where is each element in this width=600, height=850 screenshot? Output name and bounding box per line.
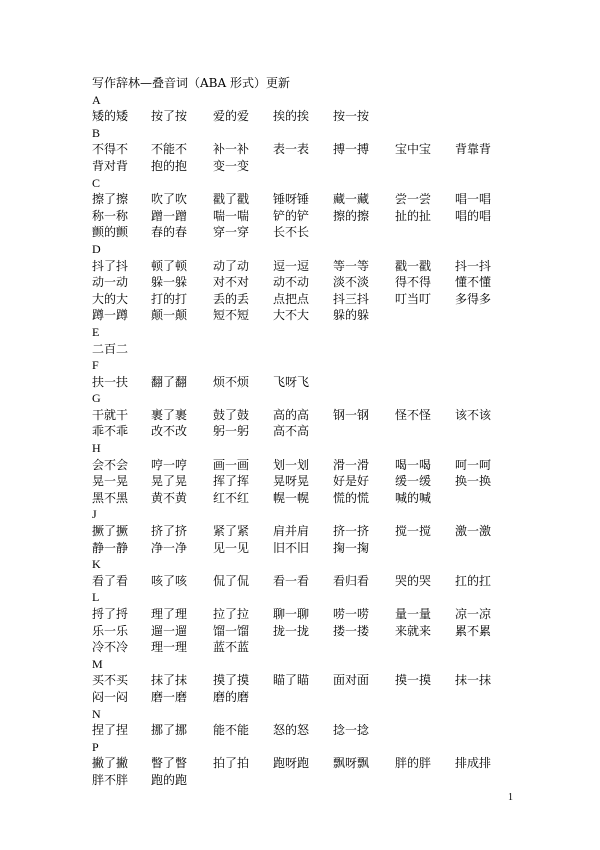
word-entry: 补一补	[213, 142, 250, 157]
word-entry: 颤的颤	[92, 225, 129, 240]
word-sections	[92, 92, 522, 789]
word-entry: 幌一幌	[273, 490, 310, 505]
word-row	[92, 258, 522, 275]
word-entry: 高的高	[273, 407, 310, 422]
section-letter: L	[92, 590, 100, 605]
word-entry: 矮的矮	[92, 109, 129, 124]
word-entry: 黄不黄	[151, 490, 188, 505]
word-entry: 翻了翻	[151, 374, 188, 389]
word-row	[92, 274, 522, 291]
word-entry: 爱的爱	[213, 109, 250, 124]
word-entry: 按一按	[333, 109, 370, 124]
word-row	[92, 490, 522, 507]
word-entry: 动一动	[92, 275, 129, 290]
word-entry: 钢一钢	[333, 407, 370, 422]
word-entry: 点把点	[273, 291, 310, 306]
word-entry: 称一称	[92, 208, 129, 223]
word-entry: 哭的哭	[395, 573, 432, 588]
word-entry: 怒的怒	[273, 723, 310, 738]
word-row	[92, 208, 522, 225]
word-entry: 划一划	[273, 457, 310, 472]
word-row	[92, 639, 522, 656]
word-entry: 捻一捻	[333, 723, 370, 738]
word-row	[92, 772, 522, 789]
word-entry: 二百二	[92, 341, 129, 356]
word-entry: 擦了擦	[92, 192, 129, 207]
word-entry: 蹭一蹭	[151, 208, 188, 223]
word-entry: 宝中宝	[395, 142, 432, 157]
section-letter: M	[92, 656, 103, 671]
word-entry: 扯的扯	[395, 208, 432, 223]
word-row	[92, 374, 522, 391]
word-entry: 尝一尝	[395, 192, 432, 207]
word-entry: 大不大	[273, 308, 310, 323]
word-entry: 看一看	[273, 573, 310, 588]
word-entry: 唱一唱	[455, 192, 492, 207]
word-entry: 蓝不蓝	[213, 640, 250, 655]
word-entry: 见一见	[213, 540, 250, 555]
word-entry: 来就来	[395, 623, 432, 638]
word-entry: 抹了抹	[151, 673, 188, 688]
word-entry: 鼓了鼓	[213, 407, 250, 422]
word-entry: 挪了挪	[151, 723, 188, 738]
word-entry: 旧不旧	[273, 540, 310, 555]
word-entry: 缓一缓	[395, 474, 432, 489]
word-entry: 理一理	[151, 640, 188, 655]
word-entry: 净一净	[151, 540, 188, 555]
section-letter: N	[92, 706, 101, 721]
word-row	[92, 623, 522, 640]
word-row	[92, 606, 522, 623]
word-entry: 捏了捏	[92, 723, 129, 738]
word-entry: 侃了侃	[213, 573, 250, 588]
word-entry: 穿一穿	[213, 225, 250, 240]
word-entry: 长不长	[273, 225, 310, 240]
word-entry: 搂一搂	[333, 623, 370, 638]
word-entry: 戳了戳	[213, 192, 250, 207]
word-entry: 挤了挤	[151, 524, 188, 539]
word-entry: 晃呀晃	[273, 474, 310, 489]
word-entry: 跑的跑	[151, 772, 188, 787]
word-entry: 大的大	[92, 291, 129, 306]
word-entry: 晃一晃	[92, 474, 129, 489]
word-entry: 蹲一蹲	[92, 308, 129, 323]
word-entry: 黑不黑	[92, 490, 129, 505]
word-entry: 理了理	[151, 607, 188, 621]
section-letter: K	[92, 557, 101, 572]
word-entry: 打的打	[151, 291, 188, 306]
word-row	[92, 523, 522, 540]
word-entry: 怪不怪	[395, 407, 432, 422]
word-entry: 躲的躲	[333, 308, 370, 323]
word-entry: 胖不胖	[92, 772, 129, 787]
word-entry: 对不对	[213, 275, 250, 290]
word-entry: 懂不懂	[455, 275, 492, 290]
section-letter: E	[92, 324, 100, 339]
word-entry: 面对面	[333, 673, 370, 688]
page-number: 1	[508, 792, 513, 803]
word-entry: 等一等	[333, 258, 370, 273]
word-entry: 遛一遛	[151, 623, 188, 638]
word-row	[92, 573, 522, 590]
word-entry: 抖三抖	[333, 291, 370, 306]
word-entry: 聊一聊	[273, 607, 310, 621]
word-entry: 磨的磨	[213, 689, 250, 704]
word-entry: 凉一凉	[455, 607, 492, 621]
word-row	[92, 689, 522, 706]
document-body	[92, 75, 522, 789]
word-entry: 高不高	[273, 424, 310, 439]
word-entry: 搏一搏	[333, 142, 370, 157]
word-entry: 戳一戳	[395, 258, 432, 273]
word-entry: 磨一磨	[151, 689, 188, 704]
word-entry: 激一激	[455, 524, 492, 539]
word-row	[92, 341, 522, 358]
word-entry: 春的春	[151, 225, 188, 240]
word-entry: 动了动	[213, 258, 250, 273]
word-row	[92, 141, 522, 158]
word-entry: 看归看	[333, 573, 370, 588]
section-letter: B	[92, 125, 101, 140]
word-entry: 喘一喘	[213, 208, 250, 223]
word-entry: 吹了吹	[151, 192, 188, 207]
word-entry: 背靠背	[455, 142, 492, 157]
word-entry: 换一换	[455, 474, 492, 489]
word-entry: 擦的擦	[333, 208, 370, 223]
word-entry: 滑一滑	[333, 457, 370, 472]
word-row	[92, 722, 522, 739]
word-entry: 乖不乖	[92, 424, 129, 439]
word-entry: 动不动	[273, 275, 310, 290]
word-entry: 锤呀锤	[273, 192, 310, 207]
word-entry: 短不短	[213, 308, 250, 323]
word-row	[92, 224, 522, 241]
word-entry: 躬一躬	[213, 424, 250, 439]
word-entry: 铲的铲	[273, 208, 310, 223]
document-title: 写作辞林—叠音词（ABA 形式）更新	[92, 76, 290, 90]
word-entry: 撅了撅	[92, 524, 129, 539]
word-entry: 冷不冷	[92, 640, 129, 655]
word-entry: 看了看	[92, 573, 129, 588]
section-letter: P	[92, 739, 99, 754]
word-row	[92, 423, 522, 440]
word-row	[92, 407, 522, 424]
word-entry: 飞呀飞	[273, 374, 310, 389]
word-entry: 裹了裹	[151, 407, 188, 422]
word-entry: 变一变	[213, 158, 250, 173]
word-row	[92, 540, 522, 557]
word-entry: 挤一挤	[333, 524, 370, 539]
word-entry: 跑呀跑	[273, 756, 310, 771]
word-entry: 静一静	[92, 540, 129, 555]
word-entry: 叮当叮	[395, 291, 432, 306]
word-entry: 呵一呵	[455, 457, 492, 472]
word-entry: 不得不	[92, 142, 129, 157]
word-entry: 会不会	[92, 457, 129, 472]
word-entry: 紧了紧	[213, 524, 250, 539]
word-row	[92, 108, 522, 125]
word-entry: 撇了撇	[92, 756, 129, 771]
word-entry: 咳了咳	[151, 573, 188, 588]
word-entry: 累不累	[455, 623, 492, 638]
word-entry: 丢的丢	[213, 291, 250, 306]
word-entry: 多得多	[455, 291, 492, 306]
word-entry: 量一量	[395, 607, 432, 621]
word-entry: 唠一唠	[333, 607, 370, 621]
word-entry: 哼一哼	[151, 457, 188, 472]
word-row	[92, 755, 522, 772]
word-entry: 拉了拉	[213, 607, 250, 621]
word-row	[92, 158, 522, 175]
word-entry: 抹一抹	[455, 673, 492, 688]
word-entry: 喊的喊	[395, 490, 432, 505]
word-entry: 乐一乐	[92, 623, 129, 638]
word-entry: 好是好	[333, 474, 370, 489]
section-letter: F	[92, 358, 99, 373]
word-entry: 肩并肩	[273, 524, 310, 539]
word-entry: 馏一馏	[213, 623, 250, 638]
word-entry: 摸一摸	[395, 673, 432, 688]
word-entry: 该不该	[455, 407, 492, 422]
word-entry: 淡不淡	[333, 275, 370, 290]
section-letter: C	[92, 175, 101, 190]
word-entry: 逗一逗	[273, 258, 310, 273]
word-entry: 摸了摸	[213, 673, 250, 688]
word-entry: 能不能	[213, 723, 250, 738]
word-entry: 干就干	[92, 407, 129, 422]
word-entry: 胖的胖	[395, 756, 432, 771]
word-entry: 拍了拍	[213, 756, 250, 771]
word-entry: 闷一闷	[92, 689, 129, 704]
word-entry: 飘呀飘	[333, 756, 370, 771]
section-letter: G	[92, 391, 101, 406]
word-entry: 瞄了瞄	[273, 673, 310, 688]
word-entry: 颠一颠	[151, 308, 188, 323]
word-entry: 唱的唱	[455, 208, 492, 223]
word-entry: 瞥了瞥	[151, 756, 188, 771]
word-entry: 扛的扛	[455, 573, 492, 588]
word-row	[92, 291, 522, 308]
word-entry: 抖了抖	[92, 258, 129, 273]
word-entry: 烦不烦	[213, 374, 250, 389]
word-entry: 抱的抱	[151, 158, 188, 173]
word-entry: 顿了顿	[151, 258, 188, 273]
section-letter: A	[92, 92, 101, 107]
word-entry: 改不改	[151, 424, 188, 439]
word-entry: 搅一搅	[395, 524, 432, 539]
section-letter: J	[92, 507, 97, 522]
section-letter: D	[92, 241, 101, 256]
word-entry: 买不买	[92, 673, 129, 688]
word-entry: 捋了捋	[92, 607, 129, 621]
word-entry: 慌的慌	[333, 490, 370, 505]
word-entry: 排成排	[455, 756, 492, 771]
word-entry: 藏一藏	[333, 192, 370, 207]
word-entry: 扶一扶	[92, 374, 129, 389]
word-entry: 画一画	[213, 457, 250, 472]
word-entry: 拢一拢	[273, 623, 310, 638]
word-row	[92, 191, 522, 208]
word-entry: 按了按	[151, 109, 188, 124]
word-entry: 得不得	[395, 275, 432, 290]
word-row	[92, 457, 522, 474]
word-entry: 喝一喝	[395, 457, 432, 472]
word-entry: 抖一抖	[455, 258, 492, 273]
word-entry: 不能不	[151, 142, 188, 157]
word-row	[92, 672, 522, 689]
word-row	[92, 307, 522, 324]
section-letter: H	[92, 441, 101, 456]
word-entry: 晃了晃	[151, 474, 188, 489]
word-entry: 挥了挥	[213, 474, 250, 489]
word-row	[92, 473, 522, 490]
word-entry: 背对背	[92, 158, 129, 173]
word-entry: 躲一躲	[151, 275, 188, 290]
word-entry: 红不红	[213, 490, 250, 505]
word-entry: 掬一掬	[333, 540, 370, 555]
word-entry: 表一表	[273, 142, 310, 157]
word-entry: 挨的挨	[273, 109, 310, 124]
